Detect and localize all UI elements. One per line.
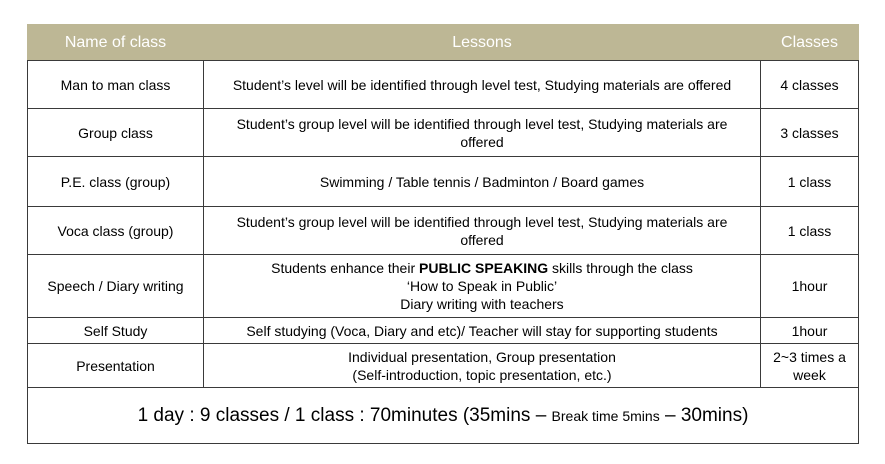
table-row	[28, 109, 859, 157]
table-row	[28, 318, 859, 344]
table-row	[28, 207, 859, 255]
lessons-cell: Swimming / Table tennis / Badminton / Board games	[204, 157, 761, 207]
class-schedule-table	[27, 24, 859, 444]
header-lessons: Lessons	[204, 25, 761, 61]
lessons-line: Student’s group level will be identified through level test, Studying materials are	[236, 213, 728, 230]
lessons-cell: Self studying (Voca, Diary and etc)/ Teacher will stay for supporting students	[204, 318, 761, 344]
lessons-cell	[204, 207, 761, 255]
lessons-cell	[204, 255, 761, 318]
classes-cell: 1 class	[761, 207, 859, 255]
lessons-line	[208, 259, 756, 277]
summary-row	[28, 388, 859, 444]
lessons-text: skills through the class	[548, 260, 693, 276]
public-speaking-emphasis: PUBLIC SPEAKING	[419, 260, 549, 276]
classes-cell: 1 class	[761, 157, 859, 207]
table-row	[28, 61, 859, 109]
lessons-line: Student’s group level will be identified through level test, Studying materials are	[236, 115, 728, 132]
classes-cell: 1hour	[761, 318, 859, 344]
lessons-line: Individual presentation, Group presentation	[348, 348, 616, 365]
classes-cell: 1hour	[761, 255, 859, 318]
daily-summary-cell	[28, 388, 859, 444]
table-row	[28, 157, 859, 207]
lessons-cell	[204, 109, 761, 157]
class-name-cell: P.E. class (group)	[28, 157, 204, 207]
summary-text: – 30mins)	[659, 404, 749, 426]
header-name-of-class: Name of class	[28, 25, 204, 61]
table-row	[28, 255, 859, 318]
lessons-cell: Student’s level will be identified through level test, Studying materials are offered	[204, 61, 761, 109]
class-name-cell: Self Study	[28, 318, 204, 344]
classes-line: 2~3 times a	[773, 348, 846, 365]
lessons-line: offered	[460, 133, 504, 150]
lessons-line: Diary writing with teachers	[400, 296, 564, 312]
classes-line: week	[793, 366, 826, 383]
lessons-line: offered	[460, 231, 504, 248]
classes-cell: 4 classes	[761, 61, 859, 109]
class-name-cell: Man to man class	[28, 61, 204, 109]
lessons-text: Students enhance their	[271, 260, 420, 276]
break-time-text: Break time 5mins	[551, 407, 660, 424]
lessons-cell	[204, 344, 761, 388]
class-name-cell: Presentation	[28, 344, 204, 388]
class-name-cell: Group class	[28, 109, 204, 157]
classes-cell: 3 classes	[761, 109, 859, 157]
table-header-row	[28, 25, 859, 61]
header-classes: Classes	[761, 25, 859, 61]
class-name-cell: Speech / Diary writing	[28, 255, 204, 318]
classes-cell	[761, 344, 859, 388]
summary-text: 1 day : 9 classes / 1 class : 70minutes (35mins –	[137, 404, 552, 426]
lessons-line: ‘How to Speak in Public’	[406, 278, 558, 294]
table-row	[28, 344, 859, 388]
lessons-line: (Self-introduction, topic presentation, etc.)	[352, 366, 612, 383]
class-name-cell: Voca class (group)	[28, 207, 204, 255]
